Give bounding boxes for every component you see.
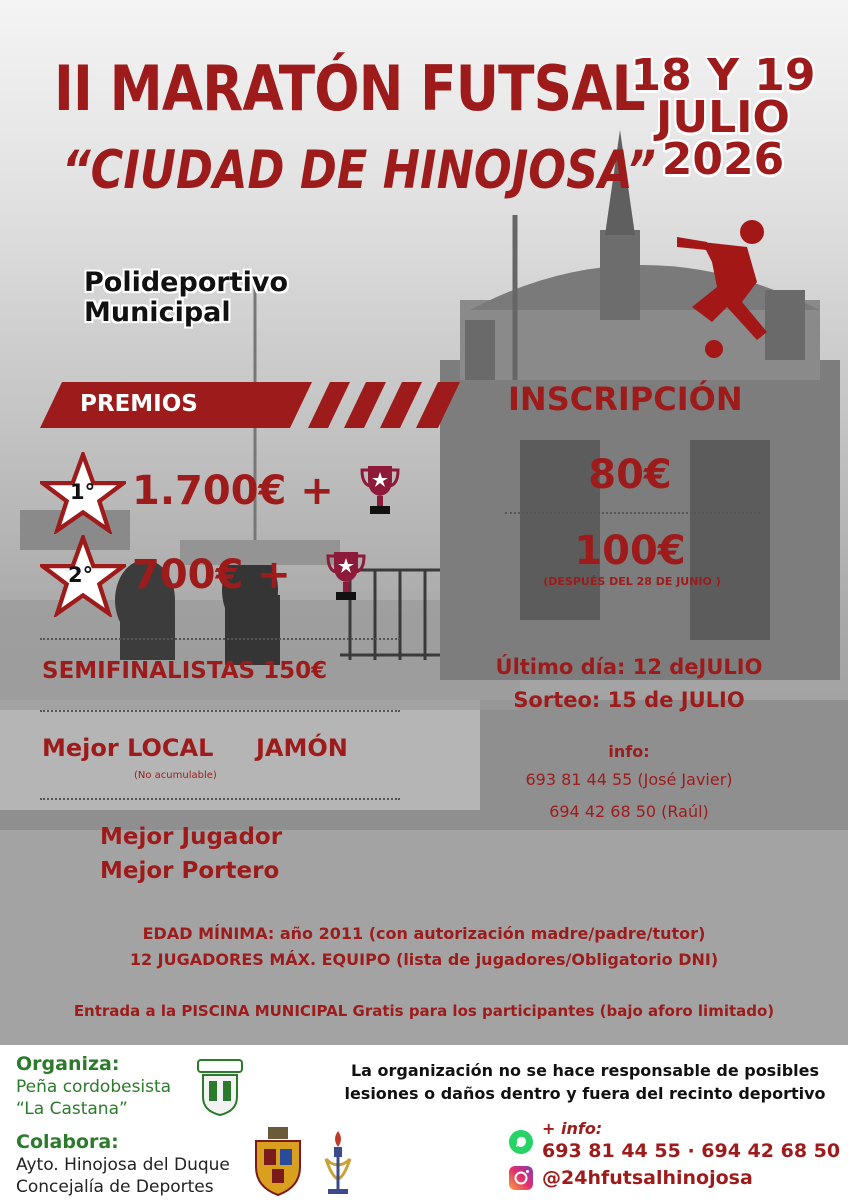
- inscripcion-label: INSCRIPCIÓN: [508, 380, 743, 418]
- disclaimer-line1: La organización no se hace responsable de posibles: [350, 1061, 819, 1080]
- best-local-note: (No acumulable): [134, 770, 217, 781]
- second-prize-amount: 700€ +: [132, 552, 291, 598]
- footer-info-label: + info:: [542, 1119, 603, 1138]
- town-crest-icon: [250, 1125, 306, 1197]
- disclaimer: [330, 1061, 840, 1103]
- club-badge-icon: [195, 1057, 245, 1117]
- phone-raul: 694 42 68 50 (Raúl): [549, 802, 709, 821]
- date-year: 2026: [661, 134, 785, 185]
- player-icon: [672, 212, 782, 362]
- last-day: Último día: 12 deJULIO: [495, 655, 763, 679]
- best-local-label: Mejor LOCAL: [42, 734, 214, 762]
- event-date: [628, 50, 818, 185]
- info-label: info:: [608, 742, 650, 761]
- divider: [40, 798, 400, 800]
- trophy-icon: [360, 462, 400, 518]
- footer: [0, 1045, 848, 1200]
- first-place-number: 1°: [70, 480, 96, 504]
- colabora-line2: Concejalía de Deportes: [16, 1177, 214, 1197]
- whatsapp-icon: [508, 1129, 534, 1155]
- divider: [40, 638, 400, 640]
- best-local-prize: JAMÓN: [256, 734, 348, 762]
- min-age-rule: EDAD MÍNIMA: año 2011 (con autorización madre/padre/tutor): [142, 924, 706, 943]
- venue: [84, 268, 288, 328]
- colabora-label: Colabora:: [16, 1131, 119, 1153]
- sports-emblem-icon: [318, 1127, 358, 1197]
- organiza-line2: “La Castana”: [16, 1099, 128, 1119]
- divider: [505, 512, 760, 514]
- organiza-label: Organiza:: [16, 1053, 120, 1075]
- best-goalkeeper: Mejor Portero: [100, 858, 280, 884]
- price-late: 100€: [574, 528, 686, 574]
- colabora-line1: Ayto. Hinojosa del Duque: [16, 1155, 230, 1175]
- event-title: II MARATÓN FUTSAL: [54, 52, 645, 125]
- first-prize-amount: 1.700€ +: [132, 468, 334, 514]
- divider: [40, 710, 400, 712]
- trophy-icon: [326, 548, 366, 604]
- phone-jose-javier: 693 81 44 55 (José Javier): [525, 770, 733, 789]
- max-players-rule: 12 JUGADORES MÁX. EQUIPO (lista de jugadores/Obligatorio DNI): [129, 950, 719, 969]
- date-days: 18 Y 19: [630, 50, 816, 101]
- event-subtitle: “CIUDAD DE HINOJOSA”: [62, 140, 656, 201]
- price-early: 80€: [588, 452, 672, 498]
- organiza-line1: Peña cordobesista: [16, 1077, 172, 1097]
- pool-entry: Entrada a la PISCINA MUNICIPAL Gratis para los participantes (bajo aforo limitado): [73, 1002, 775, 1020]
- instagram-icon: [508, 1165, 534, 1191]
- price-late-note: (DESPUÉS DEL 28 DE JUNIO ): [543, 575, 721, 588]
- footer-phones: 693 81 44 55 · 694 42 68 50: [542, 1140, 841, 1162]
- disclaimer-line2: lesiones o daños dentro y fuera del recinto deportivo: [344, 1084, 826, 1103]
- instagram-handle: @24hfutsalhinojosa: [542, 1167, 753, 1189]
- venue-line2: Municipal: [84, 297, 231, 328]
- second-place-number: 2°: [68, 563, 94, 587]
- draw-date: Sorteo: 15 de JULIO: [513, 688, 745, 712]
- semifinalists-prize: SEMIFINALISTAS 150€: [42, 658, 328, 684]
- best-player: Mejor Jugador: [100, 824, 283, 850]
- date-month: JULIO: [656, 92, 790, 143]
- premios-label: PREMIOS: [80, 391, 198, 417]
- venue-line1: Polideportivo: [84, 267, 288, 298]
